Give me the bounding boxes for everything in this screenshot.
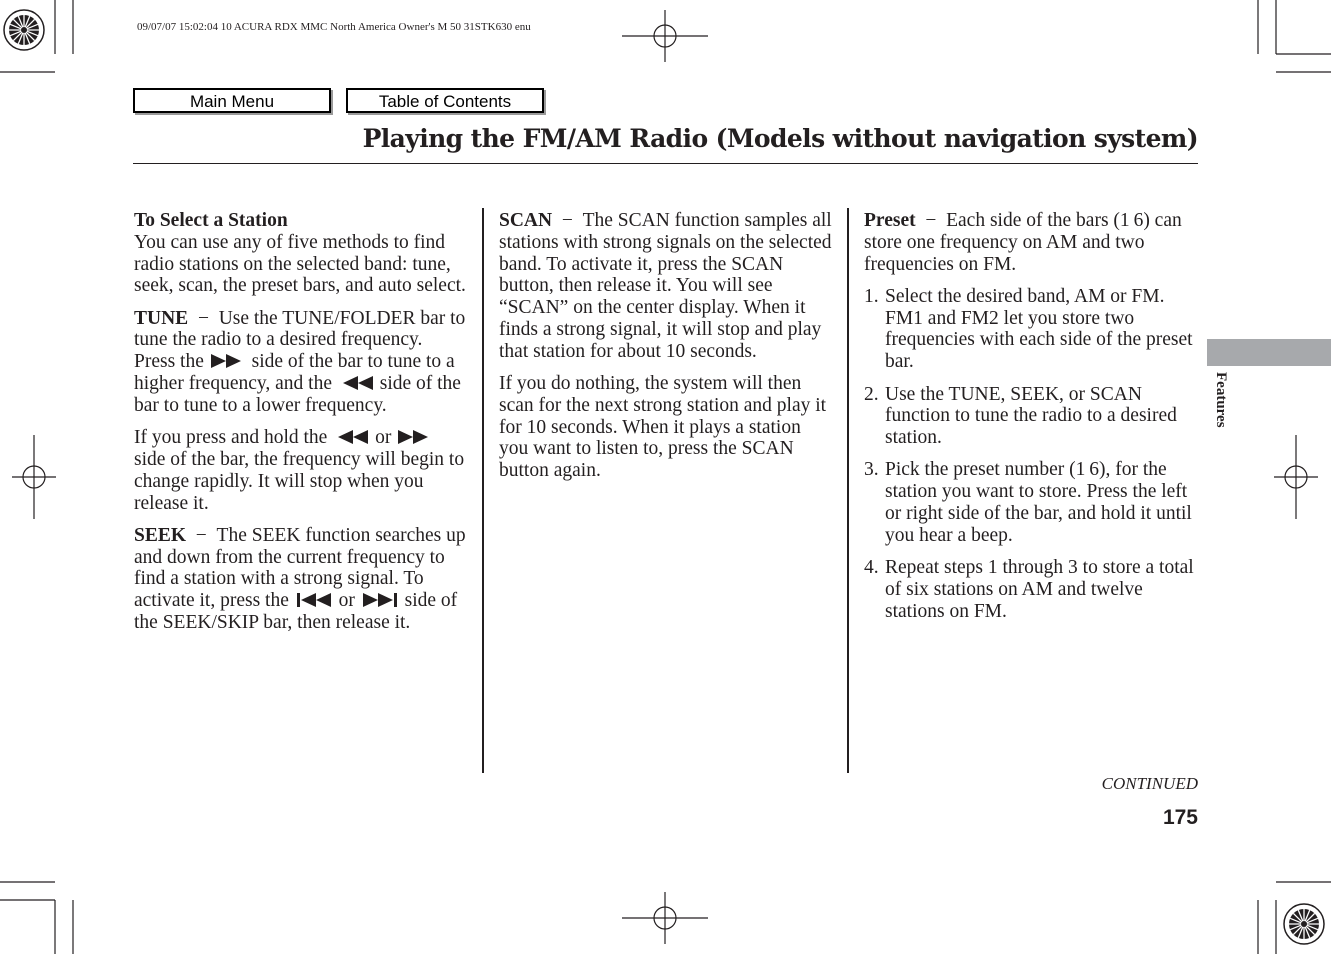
page-number: 175 [1162, 806, 1198, 829]
hold-text-a: If you press and hold the [134, 427, 328, 449]
star-target-bottom-right [1284, 904, 1324, 944]
rewind-icon [334, 430, 368, 444]
seek-text-a: The SEEK function searches up and down from the current frequency to find a station with a strong signal. To activate it, press the [134, 524, 466, 612]
column-1 [134, 210, 468, 644]
step-item [864, 557, 1200, 622]
section-heading: To Select a Station [134, 210, 288, 231]
section-tab-label: Features [1213, 372, 1229, 428]
preset-term: Preset [864, 210, 916, 231]
section-tab [1207, 339, 1331, 366]
print-info: 09/07/07 15:02:04 10 ACURA RDX MMC North America Owner's M 50 31STK630 enu [137, 21, 531, 33]
hold-or: or [375, 427, 392, 449]
seek-term: SEEK [134, 524, 187, 546]
seek-text-b: side of the SEEK/SKIP bar, then release it. [134, 590, 458, 634]
column-2 [499, 210, 833, 493]
step-number: 3. [864, 459, 879, 481]
skip-forward-icon [362, 593, 398, 607]
star-target-top-left [4, 10, 44, 50]
step-text: Pick the preset number (1 6), for the station you want to store. Press the left or right side of the bar, and hold it until you hear a beep. [885, 459, 1192, 546]
scan-paragraph-2: If you do nothing, the system will then scan for the next strong station and play it for 10 seconds. When it plays a station you want to listen to, press the SCAN button again. [499, 373, 827, 482]
step-text: Repeat steps 1 through 3 to store a total of six stations on AM and twelve stations on FM. [885, 557, 1194, 622]
title-rule [133, 163, 1198, 164]
seek-or: or [338, 590, 355, 612]
dash: − [561, 210, 573, 231]
step-item [864, 459, 1200, 546]
tune-text-c: side of the bar to tune to a lower frequency. [134, 373, 461, 416]
hold-paragraph [134, 427, 468, 514]
dash: − [197, 307, 209, 329]
rewind-icon [339, 376, 373, 390]
scan-paragraph [499, 210, 833, 363]
table-of-contents-button[interactable]: Table of Contents [346, 88, 544, 113]
registration-mark-top [622, 10, 708, 62]
main-menu-button[interactable]: Main Menu [133, 88, 331, 113]
page-title: Playing the FM/AM Radio (Models without navigation system) [362, 124, 1198, 153]
step-number: 1. [864, 285, 879, 307]
tune-term: TUNE [134, 307, 189, 329]
registration-mark-right [1274, 435, 1318, 519]
skip-back-icon [296, 593, 332, 607]
registration-mark-left [12, 435, 56, 519]
dash: − [195, 524, 207, 546]
step-text: Use the TUNE, SEEK, or SCAN function to tune the radio to a desired station. [885, 383, 1177, 449]
continued-label: CONTINUED [1101, 774, 1198, 793]
hold-text-b: side of the bar, the frequency will begin to change rapidly. It will stop when you release it. [134, 448, 465, 514]
step-number: 4. [864, 557, 879, 579]
preset-text: Each side of the bars (1 6) can store one frequency on AM and two frequencies on FM. [864, 210, 1182, 275]
dash: − [925, 210, 937, 231]
forward-icon [211, 354, 245, 368]
preset-paragraph [864, 210, 1200, 275]
column-divider [847, 208, 849, 773]
registration-mark-bottom [622, 892, 708, 944]
tune-paragraph [134, 308, 468, 417]
intro-paragraph: You can use any of five methods to find radio stations on the selected band: tune, seek, scan, the preset bars, and auto select. [134, 231, 466, 297]
step-text: Select the desired band, AM or FM. FM1 and FM2 let you store two frequencies with each side of the preset bar. [885, 285, 1193, 373]
step-item [864, 384, 1200, 449]
column-3 [864, 210, 1200, 633]
forward-icon [398, 430, 432, 444]
scan-term: SCAN [499, 210, 553, 231]
tune-text-b: side of the bar to tune to a higher frequency, and the [134, 351, 455, 395]
column-divider [482, 208, 484, 773]
tune-text-a: Use the TUNE/FOLDER bar to tune the radio to a desired frequency. Press the [134, 307, 466, 373]
scan-text: The SCAN function samples all stations with strong signals on the selected band. To activate it, press the SCAN button, then release it. You will see “SCAN” on the center display. When it finds a strong signal, it will stop and play that station for about 10 seconds. [499, 210, 832, 362]
step-number: 2. [864, 383, 879, 405]
seek-paragraph [134, 525, 468, 634]
step-item [864, 286, 1200, 373]
